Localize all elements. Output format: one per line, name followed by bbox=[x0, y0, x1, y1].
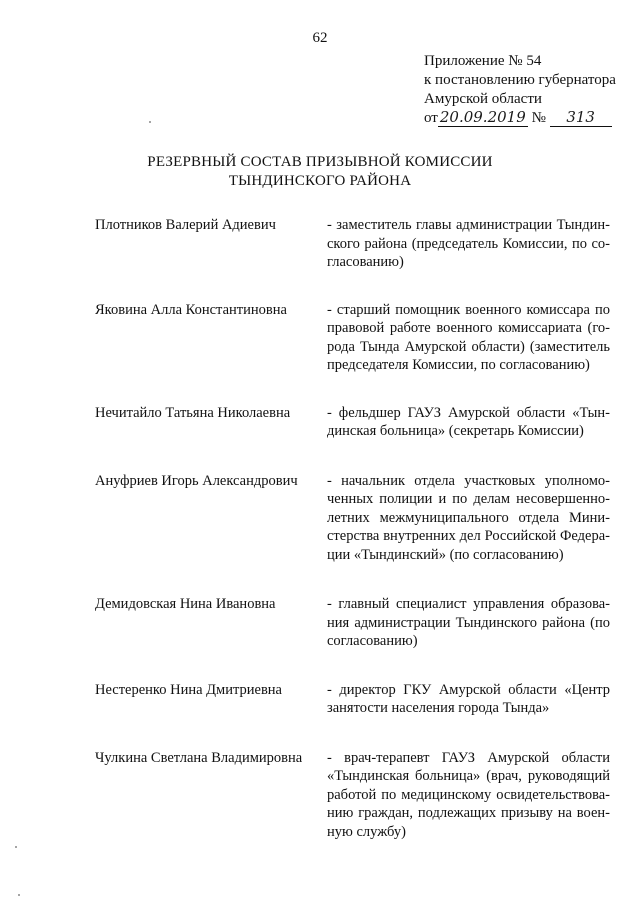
member-row bbox=[95, 595, 610, 651]
member-name: Яковина Алла Константиновна bbox=[95, 301, 287, 318]
member-name: Ануфриев Игорь Александрович bbox=[95, 472, 298, 489]
heading-line-2: ТЫНДИНСКОГО РАЙОНА bbox=[228, 173, 412, 189]
appendix-number-label: № bbox=[531, 110, 546, 126]
appendix-decree-ref: к постановлению губернатора bbox=[424, 72, 616, 88]
member-role: - врач-терапевт ГАУЗ Амурской области «Тындинская больница» (врач, руководящий работой по медицинскому освидетельствова-нию граждан, подлежащих призыву на воен-ную службу) bbox=[327, 749, 610, 840]
member-name: Чулкина Светлана Владимировна bbox=[95, 749, 303, 766]
scan-speck bbox=[18, 894, 20, 896]
page-number: 62 bbox=[312, 30, 328, 46]
member-row bbox=[95, 681, 610, 718]
document-heading bbox=[0, 153, 640, 191]
scan-speck bbox=[15, 846, 17, 848]
member-row bbox=[95, 404, 610, 441]
member-name: Плотников Валерий Адиевич bbox=[95, 217, 276, 233]
heading-line-1: РЕЗЕРВНЫЙ СОСТАВ ПРИЗЫВНОЙ КОМИССИИ bbox=[147, 154, 493, 170]
appendix-number-handwritten: 313 bbox=[550, 109, 612, 127]
scan-speck bbox=[149, 121, 151, 123]
members-list bbox=[95, 216, 610, 841]
member-row bbox=[95, 216, 610, 272]
member-name: Нечитайло Татьяна Николаевна bbox=[95, 404, 291, 421]
appendix-date-prefix: от bbox=[424, 110, 438, 126]
member-name: Демидовская Нина Ивановна bbox=[95, 596, 276, 612]
member-row bbox=[95, 472, 610, 565]
appendix-block bbox=[424, 52, 634, 128]
appendix-date-number-line bbox=[424, 109, 634, 128]
appendix-date-handwritten: 20.09.2019 bbox=[438, 109, 528, 127]
member-row bbox=[95, 749, 610, 842]
appendix-title: Приложение № 54 bbox=[424, 53, 542, 69]
member-role: - главный специалист управления образова-ния администрации Тындинского района (по согласованию) bbox=[327, 596, 610, 649]
member-name: Нестеренко Нина Дмитриевна bbox=[95, 681, 282, 698]
member-row bbox=[95, 301, 610, 375]
member-role: - старший помощник военного комиссара по правовой работе военного комиссариата (го-рода Тында Амурской области) (заместитель председателя Комиссии, по согласованию) bbox=[327, 301, 610, 373]
member-role: - фельдшер ГАУЗ Амурской области «Тын-динская больница» (секретарь Комиссии) bbox=[327, 404, 610, 439]
member-role: - начальник отдела участковых уполномо-ченных полиции и по делам несовершенно-летних межмуниципального отдела Мини-стерства внутренних дел Российской Федера-ции «Тындинский» (по согласованию) bbox=[327, 472, 610, 563]
appendix-region: Амурской области bbox=[424, 91, 542, 107]
member-role: - директор ГКУ Амурской области «Центр занятости населения города Тында» bbox=[327, 681, 610, 716]
member-role: - заместитель главы администрации Тындин-ского района (председатель Комиссии, по со-гласованию) bbox=[327, 217, 610, 270]
